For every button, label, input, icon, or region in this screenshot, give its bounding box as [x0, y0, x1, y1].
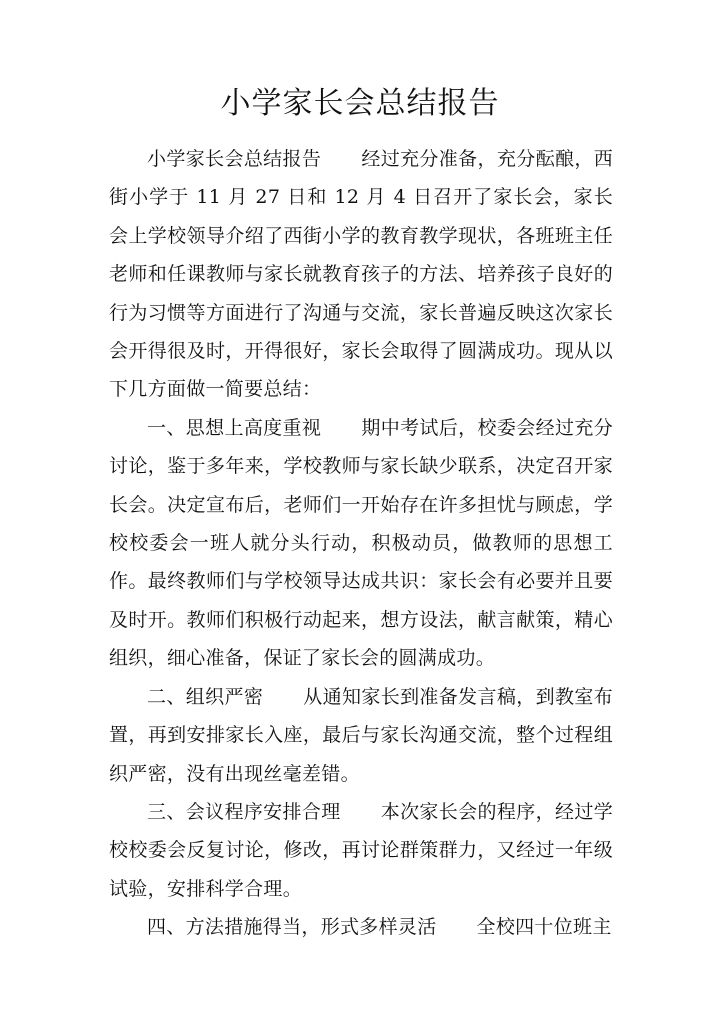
document-title: 小学家长会总结报告: [220, 86, 500, 121]
paragraph-text: 经过充分准备，充分酝酿，西街小学于 11 月 27 日和 12 月 4 日召开了家长会，家长会上学校领导介绍了西街小学的教育教学现状，各班班主任老师和任课教师与家长就教育孩子的方法、培养孩子良好的行为习惯等方面进行了沟通与交流，家长普遍反映这次家长会开得很及时，开得很好，家长会取得了圆满成功。现从以下几方面做一简要总结：: [109, 148, 614, 401]
section-heading: 一、思想上高度重视: [147, 416, 322, 439]
section-text: 从通知家长到准备发言稿，到教室布置，再到安排家长入座，最后与家长沟通交流，整个过程组织严密，没有出现丝毫差错。: [109, 685, 613, 785]
section-text: 全校四十位班主: [476, 916, 612, 939]
section-heading: 三、会议程序安排合理: [147, 800, 341, 823]
section-heading: 四、方法措施得当，形式多样灵活: [147, 916, 437, 939]
section-text: 本次家长会的程序，经过学校校委会反复讨论，修改，再讨论群策群力，又经过一年级试验，安排科学合理。: [109, 800, 613, 900]
document-body: [109, 140, 613, 947]
section-1-paragraph: [109, 409, 613, 678]
section-heading: 二、组织严密: [147, 685, 264, 708]
section-3-paragraph: [109, 793, 613, 908]
section-4-paragraph: [109, 908, 613, 946]
section-text: 期中考试后，校委会经过充分讨论，鉴于多年来，学校教师与家长缺少联系，决定召开家长会。决定宣布后，老师们一开始存在许多担忧与顾虑，学校校委会一班人就分头行动，积极动员，做教师的思想工作。最终教师们与学校领导达成共识：家长会有必要并且要及时开。教师们积极行动起来，想方设法，献言献策，精心组织，细心准备，保证了家长会的圆满成功。: [109, 416, 614, 670]
paragraph-heading: 小学家长会总结报告: [147, 148, 322, 170]
section-2-paragraph: [109, 678, 613, 793]
intro-paragraph: [109, 140, 613, 409]
